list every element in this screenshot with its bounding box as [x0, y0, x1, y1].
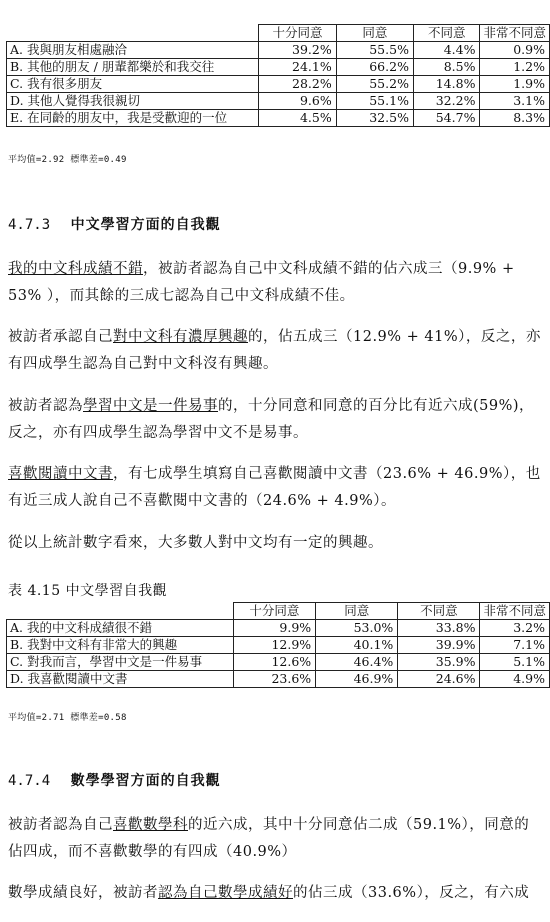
text-line: 有近三成人說自己不喜歡閱中文書的（24.6% + 4.9%）。: [8, 493, 397, 509]
cell-value: 39.9%: [398, 637, 480, 654]
underlined-phrase: 認為自己數學成績好: [158, 885, 293, 901]
cell-value: 40.1%: [316, 637, 398, 654]
cell-value: 3.2%: [480, 620, 550, 637]
row-label: D. 我喜歡閱讀中文書: [7, 671, 234, 688]
table-row: [7, 654, 550, 671]
cell-value: 0.9%: [480, 42, 550, 59]
column-header: 不同意: [398, 603, 480, 620]
row-label: B. 其他的朋友 / 朋輩都樂於和我交往: [7, 59, 259, 76]
text-run: 的近六成，其中十分同意佔二成（59.1%），同意的: [188, 817, 530, 833]
text-run: 被訪者認為: [8, 398, 83, 414]
text-line: 有四成學生認為自己對中文科沒有興趣。: [8, 356, 278, 372]
cell-value: 14.8%: [413, 76, 480, 93]
cell-value: 12.6%: [233, 654, 316, 671]
cell-value: 23.6%: [233, 671, 316, 688]
text-line: 53% ），而其餘的三成七認為自己中文科成績不佳。: [8, 288, 355, 304]
cell-value: 35.9%: [398, 654, 480, 671]
cell-value: 1.2%: [480, 59, 550, 76]
column-header: 同意: [316, 603, 398, 620]
underlined-phrase: 我的中文科成績不錯: [8, 261, 143, 277]
paragraph: [8, 324, 544, 378]
cell-value: 4.5%: [259, 110, 336, 127]
column-header: 不同意: [413, 25, 480, 42]
cell-value: 9.6%: [259, 93, 336, 110]
cell-value: 8.3%: [480, 110, 550, 127]
row-label: D. 其他人覺得我很親切: [7, 93, 259, 110]
cell-value: 54.7%: [413, 110, 480, 127]
cell-value: 9.9%: [233, 620, 316, 637]
section-title: 中文學習方面的自我觀: [70, 217, 221, 233]
table-corner: [7, 603, 234, 620]
cell-value: 39.2%: [259, 42, 336, 59]
underlined-phrase: 喜歡閱讀中文書: [8, 466, 113, 482]
table-stats: 平均值=2.92 標準差=0.49: [8, 155, 127, 165]
paragraph: [8, 256, 544, 310]
cell-value: 7.1%: [480, 637, 550, 654]
table-row: [7, 620, 550, 637]
section-heading: [8, 770, 221, 790]
table-caption: 表 4.15 中文學習自我觀: [8, 583, 168, 599]
paragraph: [8, 880, 544, 907]
underlined-phrase: 學習中文是一件易事: [83, 398, 218, 414]
cell-value: 3.1%: [480, 93, 550, 110]
table-header-row: [7, 25, 550, 42]
column-header: 非常不同意: [480, 25, 550, 42]
cell-value: 4.4%: [413, 42, 480, 59]
text-line: 佔四成，而不喜歡數學的有四成（40.9%）: [8, 844, 297, 860]
table-row: [7, 42, 550, 59]
paragraph: [8, 461, 544, 515]
cell-value: 4.9%: [480, 671, 550, 688]
section-number: 4.7.4: [8, 773, 51, 789]
text-run: ，被訪者認為自己中文科成績不錯的佔六成三（9.9% +: [143, 261, 515, 277]
table-row: [7, 93, 550, 110]
cell-value: 8.5%: [413, 59, 480, 76]
cell-value: 46.4%: [316, 654, 398, 671]
paragraph: [8, 812, 544, 866]
column-header: 十分同意: [233, 603, 316, 620]
cell-value: 33.8%: [398, 620, 480, 637]
row-label: E. 在同齡的朋友中，我是受歡迎的一位: [7, 110, 259, 127]
table-row: [7, 637, 550, 654]
text-run: 被訪者認為自己: [8, 817, 113, 833]
table-row: [7, 76, 550, 93]
table-social-self-concept: [6, 24, 550, 127]
section-heading: [8, 214, 221, 234]
text-line: 從以上統計數字看來，大多數人對中文均有一定的興趣。: [8, 535, 383, 551]
text-run: 的佔三成（33.6%），反之，有六成: [293, 885, 530, 901]
table-row: [7, 110, 550, 127]
paragraph: [8, 530, 544, 557]
text-run: 的，十分同意和同意的百分比有近六成(59%)，: [218, 398, 535, 414]
column-header: 十分同意: [259, 25, 336, 42]
cell-value: 5.1%: [480, 654, 550, 671]
cell-value: 55.1%: [336, 93, 413, 110]
row-label: C. 我有很多朋友: [7, 76, 259, 93]
underlined-phrase: 喜歡數學科: [113, 817, 188, 833]
text-run: ，有七成學生填寫自己喜歡閱讀中文書（23.6% + 46.9%），也: [113, 466, 541, 482]
text-run: 數學成績良好，被訪者: [8, 885, 158, 901]
cell-value: 55.5%: [336, 42, 413, 59]
text-line: 反之，亦有四成學生認為學習中文不是易事。: [8, 425, 308, 441]
cell-value: 24.1%: [259, 59, 336, 76]
row-label: C. 對我而言，學習中文是一件易事: [7, 654, 234, 671]
cell-value: 32.5%: [336, 110, 413, 127]
underlined-phrase: 對中文科有濃厚興趣: [113, 329, 248, 345]
cell-value: 46.9%: [316, 671, 398, 688]
text-run: 的，佔五成三（12.9% + 41%），反之，亦: [248, 329, 541, 345]
cell-value: 53.0%: [316, 620, 398, 637]
column-header: 非常不同意: [480, 603, 550, 620]
table-stats: 平均值=2.71 標準差=0.58: [8, 713, 127, 723]
table-row: [7, 59, 550, 76]
row-label: B. 我對中文科有非常大的興趣: [7, 637, 234, 654]
cell-value: 24.6%: [398, 671, 480, 688]
table-corner: [7, 25, 259, 42]
table-chinese-self-concept: [6, 602, 550, 688]
section-number: 4.7.3: [8, 217, 51, 233]
cell-value: 32.2%: [413, 93, 480, 110]
section-title: 數學學習方面的自我觀: [70, 773, 221, 789]
text-run: 被訪者承認自己: [8, 329, 113, 345]
column-header: 同意: [336, 25, 413, 42]
cell-value: 55.2%: [336, 76, 413, 93]
cell-value: 1.9%: [480, 76, 550, 93]
table-row: [7, 671, 550, 688]
cell-value: 12.9%: [233, 637, 316, 654]
paragraph: [8, 393, 544, 447]
cell-value: 28.2%: [259, 76, 336, 93]
row-label: A. 我的中文科成績很不錯: [7, 620, 234, 637]
table-header-row: [7, 603, 550, 620]
row-label: A. 我與朋友相處融洽: [7, 42, 259, 59]
cell-value: 66.2%: [336, 59, 413, 76]
